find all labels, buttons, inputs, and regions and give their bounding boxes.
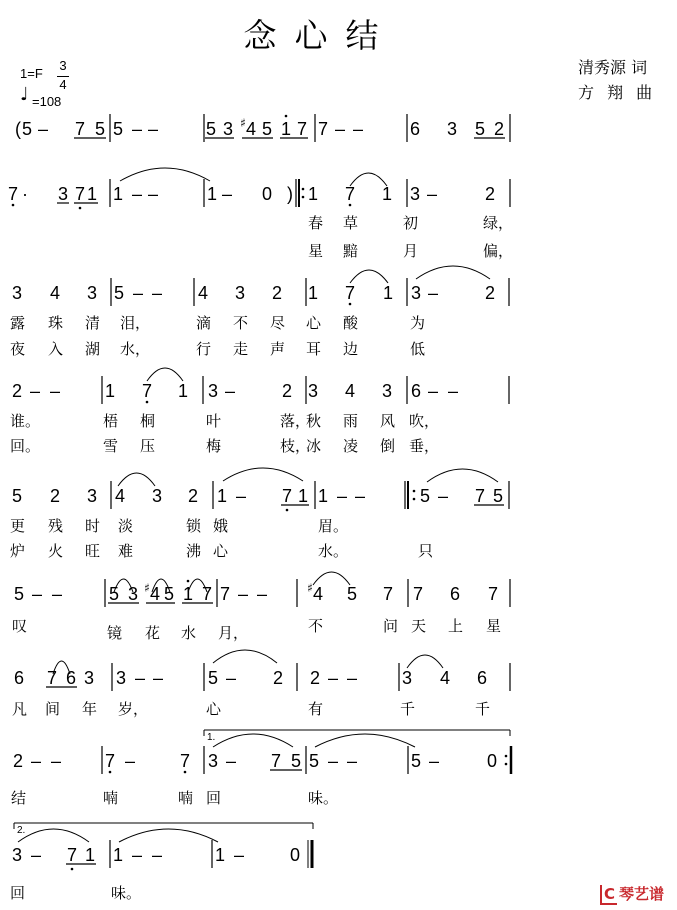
dash: –: [131, 845, 143, 865]
dash: –: [336, 486, 348, 506]
note: 6: [476, 668, 488, 688]
lyric: 梧: [103, 412, 119, 430]
lyric: 回: [10, 884, 26, 902]
lyric: 为: [410, 314, 426, 332]
dash: –: [51, 584, 63, 604]
lyric: 倒: [380, 437, 396, 455]
lyric: 味。: [111, 884, 142, 902]
dash: –: [427, 283, 439, 303]
note: 1: [307, 283, 319, 303]
lyric: 上: [448, 617, 464, 635]
dash: –: [224, 381, 236, 401]
note: 3: [446, 119, 458, 139]
lyric: 回: [206, 789, 222, 807]
note: 0: [289, 845, 301, 865]
dash: –: [221, 184, 233, 204]
dash: –: [37, 119, 49, 139]
lyric: 尽: [270, 314, 286, 332]
lyric: 心: [306, 314, 322, 332]
note: 1: [280, 119, 292, 139]
song-title: 念心结: [243, 16, 397, 55]
dash: –: [147, 184, 159, 204]
low-octave-dot: [184, 771, 187, 774]
note: 3: [83, 668, 95, 688]
note: 3: [86, 486, 98, 506]
note: 7: [104, 751, 116, 771]
lyric: 落，: [280, 412, 311, 430]
lyric: 露: [10, 314, 26, 332]
note: 5: [13, 584, 25, 604]
note: 7: [281, 486, 293, 506]
note: 2: [271, 283, 283, 303]
lyric: 草: [343, 214, 359, 232]
lyric: 花: [145, 624, 161, 642]
lyric: 吹，: [409, 412, 440, 430]
lyric: 不: [308, 617, 324, 635]
note: 3: [11, 845, 23, 865]
low-octave-dot: [79, 207, 82, 210]
lyric: 水，: [120, 340, 151, 358]
lyric: 旺: [85, 542, 101, 560]
note: 5: [474, 119, 486, 139]
note: 6: [410, 381, 422, 401]
lyric: 锁: [186, 517, 202, 535]
note: 7: [412, 584, 424, 604]
dash: –: [151, 845, 163, 865]
lyric: 有: [308, 700, 324, 718]
note: 7: [201, 584, 213, 604]
lyric: 桐: [140, 412, 156, 430]
note: 6: [409, 119, 421, 139]
note: 2: [281, 381, 293, 401]
note: 1: [206, 184, 218, 204]
note: 6: [13, 668, 25, 688]
slur-arc: [119, 829, 218, 842]
dash: –: [29, 381, 41, 401]
dash: –: [49, 381, 61, 401]
dash: –: [327, 668, 339, 688]
note: 2: [493, 119, 505, 139]
note: 5: [21, 119, 33, 139]
note: 5: [94, 119, 106, 139]
dash: –: [235, 486, 247, 506]
note: 7: [66, 845, 78, 865]
lyric: 心: [206, 700, 222, 718]
note: 0: [486, 751, 498, 771]
lyric: 湖: [85, 340, 101, 358]
lyric: 火: [48, 542, 64, 560]
note: 1: [104, 381, 116, 401]
repeat-dot: [413, 490, 416, 493]
lyric: 耳: [306, 340, 322, 358]
lyric: 镜: [107, 624, 123, 642]
time-signature-bottom: 4: [59, 77, 67, 92]
high-octave-dot: [187, 580, 190, 583]
sharp-sign: ♯: [307, 581, 313, 595]
lyric: 声: [270, 340, 286, 358]
note: 3: [207, 381, 219, 401]
lyric: 水。: [318, 542, 349, 560]
time-signature-top: 3: [59, 58, 67, 73]
note: 7: [219, 584, 231, 604]
dash: –: [334, 119, 346, 139]
lyric: 回。: [10, 437, 41, 455]
logo-text: 琴艺谱: [619, 885, 665, 903]
note: 3: [409, 184, 421, 204]
repeat-dot: [302, 188, 305, 191]
note: 7: [74, 119, 86, 139]
dash: –: [132, 283, 144, 303]
slur-arc: [213, 734, 293, 747]
dash: –: [346, 668, 358, 688]
lyric: 风: [380, 412, 396, 430]
note: 1: [182, 584, 194, 604]
note: 2: [187, 486, 199, 506]
low-octave-dot: [109, 771, 112, 774]
lyric: 初: [403, 214, 419, 232]
lyric: 行: [196, 340, 212, 358]
lyric: 星: [308, 242, 324, 260]
note: 5: [108, 584, 120, 604]
lyric: 清: [85, 314, 101, 332]
note: 1: [382, 283, 394, 303]
lyric: 不: [233, 314, 249, 332]
slur-arc: [213, 650, 277, 663]
note: 3: [86, 283, 98, 303]
lyric: 偏，: [483, 242, 514, 260]
note: 7: [344, 283, 356, 303]
dot-augmentation: ·: [22, 184, 28, 204]
lyric: 喃: [103, 789, 119, 807]
lyric: 雨: [343, 412, 359, 430]
lyric: 心: [213, 542, 229, 560]
lyric: 绿，: [483, 214, 514, 232]
slur-arc: [120, 168, 210, 181]
composer-credit: 方 翔 曲: [578, 83, 657, 102]
low-octave-dot: [12, 204, 15, 207]
note: 7: [141, 381, 153, 401]
lyric: 雪: [103, 437, 119, 455]
low-octave-dot: [349, 303, 352, 306]
dash: –: [30, 845, 42, 865]
note: 3: [410, 283, 422, 303]
dash: –: [131, 184, 143, 204]
note: 2: [484, 283, 496, 303]
dash: –: [225, 668, 237, 688]
dash: –: [225, 751, 237, 771]
lyric: 凌: [343, 437, 359, 455]
slur-arc: [118, 473, 155, 486]
lyric: 年: [82, 700, 98, 718]
dash: –: [151, 283, 163, 303]
note: 7: [487, 584, 499, 604]
note: 1: [112, 845, 124, 865]
lyric: 黯: [343, 242, 359, 260]
sharp-sign: ♯: [240, 116, 246, 130]
lyric: 珠: [48, 314, 64, 332]
quarter-note-icon: ♩: [20, 84, 29, 105]
note: 5: [492, 486, 504, 506]
repeat-dot: [505, 755, 508, 758]
repeat-dot: [413, 498, 416, 501]
volta-label: 1.: [207, 732, 216, 743]
dash: –: [131, 119, 143, 139]
note: 7: [344, 184, 356, 204]
lyric: 夜: [10, 340, 26, 358]
high-octave-dot: [285, 115, 288, 118]
note: 2: [11, 381, 23, 401]
note: 7: [296, 119, 308, 139]
lyric: 枝，: [280, 437, 311, 455]
lyric: 酸: [343, 314, 359, 332]
note: 1: [86, 184, 98, 204]
lyric: 低: [410, 340, 426, 358]
lyric: 炉: [10, 542, 26, 560]
slur-arc: [18, 829, 89, 842]
lyric: 秋: [306, 412, 322, 430]
bracket: (: [15, 119, 21, 139]
lyric: 梅: [206, 437, 222, 455]
note: 7: [317, 119, 329, 139]
lyric: 问: [383, 617, 399, 635]
note: 0: [261, 184, 273, 204]
note: 1: [84, 845, 96, 865]
note: 3: [11, 283, 23, 303]
note: 1: [317, 486, 329, 506]
note: 2: [272, 668, 284, 688]
note: 2: [309, 668, 321, 688]
slur-arc: [416, 266, 490, 279]
dash: –: [30, 751, 42, 771]
dash: –: [427, 381, 439, 401]
lyric: 沸: [186, 542, 202, 560]
note: 7: [179, 751, 191, 771]
note: 7: [474, 486, 486, 506]
dash: –: [428, 751, 440, 771]
note: 3: [151, 486, 163, 506]
repeat-dot: [302, 196, 305, 199]
lyric: 结: [11, 789, 27, 807]
slur-arc: [350, 270, 388, 283]
note: 3: [115, 668, 127, 688]
lyric: 残: [48, 517, 64, 535]
dash: –: [152, 668, 164, 688]
note: 5: [11, 486, 23, 506]
lyric: 泪，: [120, 314, 151, 332]
dash: –: [352, 119, 364, 139]
dash: –: [124, 751, 136, 771]
note: 1: [216, 486, 228, 506]
note: 2: [12, 751, 24, 771]
logo-icon: C: [600, 885, 617, 905]
note: 5: [290, 751, 302, 771]
lyric: 边: [343, 340, 359, 358]
note: 5: [261, 119, 273, 139]
dash: –: [327, 751, 339, 771]
lyric: 眉。: [318, 517, 349, 535]
low-octave-dot: [146, 401, 149, 404]
dash: –: [233, 845, 245, 865]
repeat-dot: [505, 763, 508, 766]
slur-arc: [427, 469, 498, 482]
lyric: 千: [400, 700, 416, 718]
note: 5: [346, 584, 358, 604]
note: 3: [401, 668, 413, 688]
note: 5: [308, 751, 320, 771]
note: 3: [307, 381, 319, 401]
lyric: 冰: [306, 437, 322, 455]
lyric: 喃: [178, 789, 194, 807]
slur-arc: [147, 368, 183, 381]
low-octave-dot: [71, 868, 74, 871]
dash: –: [354, 486, 366, 506]
lyric: 只: [418, 542, 434, 560]
lyric: 水: [181, 624, 197, 642]
slur-arc: [315, 734, 415, 747]
lyric: 叶: [206, 412, 222, 430]
note: 3: [222, 119, 234, 139]
note: 3: [57, 184, 69, 204]
note: 6: [449, 584, 461, 604]
note: 7: [382, 584, 394, 604]
lyric: 时: [85, 517, 101, 535]
note: 1: [177, 381, 189, 401]
note: 4: [344, 381, 356, 401]
lyric: 更: [10, 517, 26, 535]
lyricist-credit: 清秀源 词: [578, 58, 648, 77]
volta-label: 2.: [17, 825, 26, 836]
lyric: 间: [45, 700, 61, 718]
note: 1: [297, 486, 309, 506]
note: 1: [214, 845, 226, 865]
note: 4: [439, 668, 451, 688]
lyric: 叹: [12, 617, 28, 635]
lyric: 压: [140, 437, 156, 455]
note: 3: [127, 584, 139, 604]
lyric: 味。: [308, 789, 339, 807]
note: 2: [49, 486, 61, 506]
note: 5: [410, 751, 422, 771]
bracket: ): [287, 184, 293, 204]
low-octave-dot: [286, 509, 289, 512]
note: 5: [419, 486, 431, 506]
note: 5: [205, 119, 217, 139]
dash: –: [256, 584, 268, 604]
dash: –: [50, 751, 62, 771]
lyric: 滴: [196, 314, 212, 332]
dash: –: [134, 668, 146, 688]
dash: –: [426, 184, 438, 204]
note: 7: [7, 184, 19, 204]
low-octave-dot: [349, 204, 352, 207]
lyric: 岁，: [118, 700, 149, 718]
lyric: 凡: [12, 700, 28, 718]
note: 4: [114, 486, 126, 506]
lyric: 星: [486, 617, 502, 635]
note: 3: [207, 751, 219, 771]
dash: –: [237, 584, 249, 604]
lyric: 垂，: [409, 437, 440, 455]
dash: –: [346, 751, 358, 771]
note: 3: [381, 381, 393, 401]
note: 7: [46, 668, 58, 688]
note: 4: [149, 584, 161, 604]
dash: –: [31, 584, 43, 604]
lyric: 娥: [213, 517, 229, 535]
note: 2: [484, 184, 496, 204]
note: 4: [49, 283, 61, 303]
lyric: 难: [118, 542, 134, 560]
slur-arc: [223, 468, 303, 481]
note: 5: [163, 584, 175, 604]
lyric: 春: [308, 214, 324, 232]
tempo-marking: =108: [32, 94, 62, 109]
note: 1: [112, 184, 124, 204]
key-signature: 1=F: [20, 66, 43, 81]
dash: –: [437, 486, 449, 506]
slur-arc: [407, 655, 443, 668]
dash: –: [147, 119, 159, 139]
note: 7: [270, 751, 282, 771]
note: 4: [312, 584, 324, 604]
note: 1: [307, 184, 319, 204]
note: 5: [112, 119, 124, 139]
lyric: 千: [475, 700, 491, 718]
note: 6: [65, 668, 77, 688]
note: 5: [113, 283, 125, 303]
lyric: 入: [48, 340, 64, 358]
note: 5: [207, 668, 219, 688]
note: 1: [381, 184, 393, 204]
lyric: 谁。: [10, 412, 41, 430]
note: 3: [234, 283, 246, 303]
lyric: 天: [411, 617, 427, 635]
dash: –: [447, 381, 459, 401]
sharp-sign: ♯: [144, 581, 150, 595]
lyric: 月: [403, 242, 419, 260]
lyric: 淡: [118, 517, 134, 535]
note: 4: [245, 119, 257, 139]
note: 4: [197, 283, 209, 303]
lyric: 月，: [218, 624, 249, 642]
lyric: 走: [233, 340, 249, 358]
note: 7: [74, 184, 86, 204]
